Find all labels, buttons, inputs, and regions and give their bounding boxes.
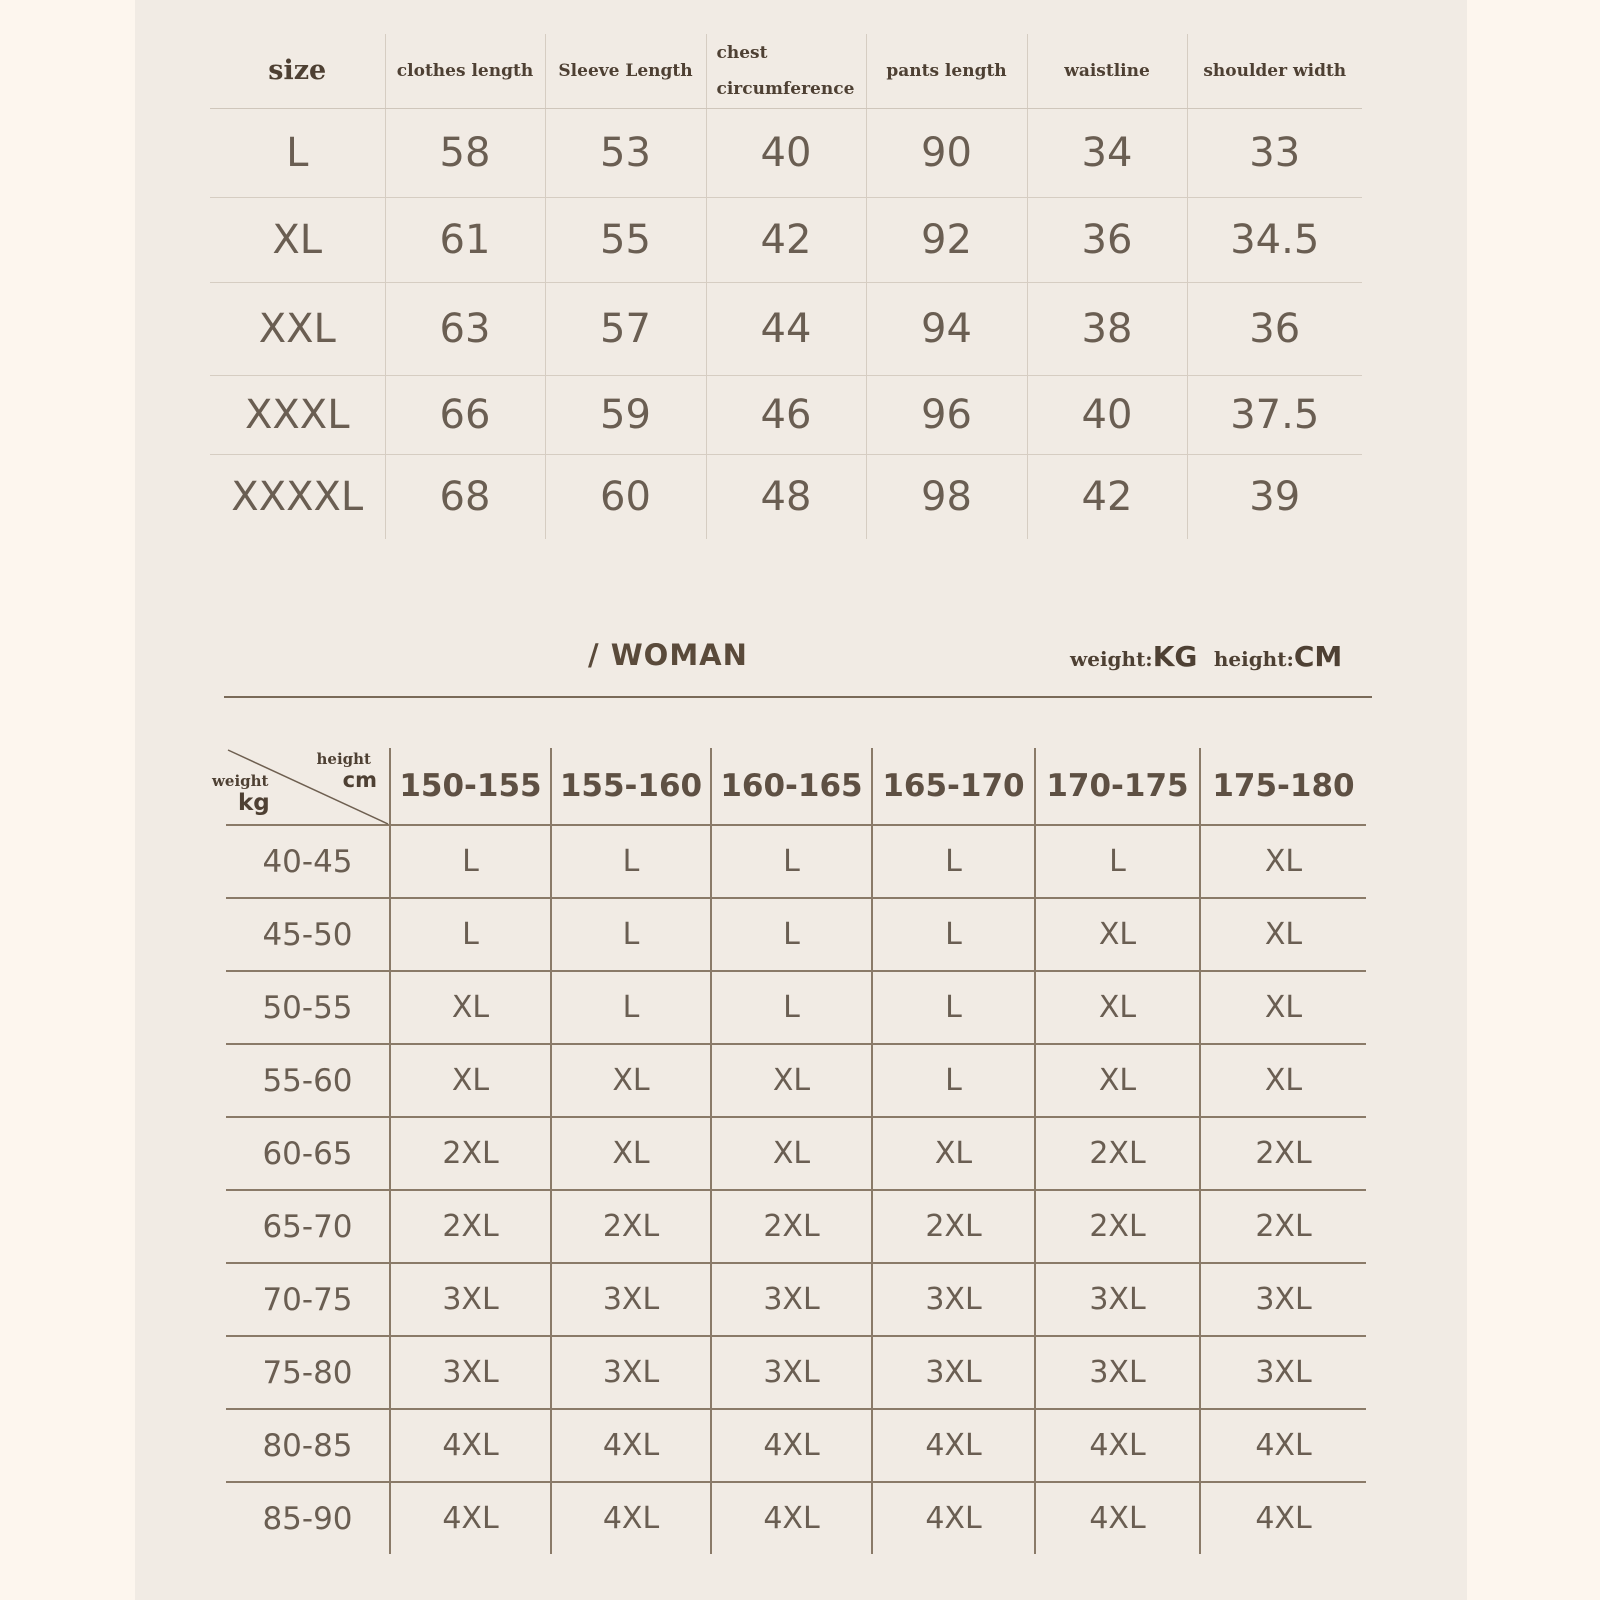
measurement-cell: 57 (545, 283, 706, 376)
measurement-cell: 36 (1187, 283, 1362, 376)
measurement-cell: 66 (385, 376, 545, 455)
measurement-cell: 61 (385, 198, 545, 283)
recommended-size-cell: 4XL (711, 1482, 872, 1554)
measurement-cell: 42 (706, 198, 866, 283)
recommended-size-cell: XL (390, 1044, 551, 1117)
measurement-cell: 96 (866, 376, 1027, 455)
woman-section-title: / WOMAN (588, 638, 748, 672)
weight-row (226, 1263, 1366, 1336)
measurement-cell: 40 (1027, 376, 1187, 455)
weight-range-cell: 75-80 (226, 1336, 390, 1409)
recommended-size-cell: XL (711, 1044, 872, 1117)
height-range-header: 160-165 (711, 748, 872, 825)
recommended-size-cell: 3XL (1200, 1336, 1366, 1409)
recommended-size-cell: 4XL (551, 1482, 711, 1554)
weight-row (226, 1336, 1366, 1409)
recommended-size-cell: L (551, 898, 711, 971)
recommended-size-cell: 4XL (711, 1409, 872, 1482)
measurement-cell: 92 (866, 198, 1027, 283)
measurement-cell: 90 (866, 109, 1027, 198)
measurement-cell: 34.5 (1187, 198, 1362, 283)
recommended-size-cell: 4XL (1200, 1482, 1366, 1554)
recommended-size-cell: L (872, 898, 1035, 971)
recommended-size-cell: 2XL (872, 1190, 1035, 1263)
header-chest-text: chest circumference (716, 43, 855, 99)
height-header-row (226, 748, 1366, 825)
weight-row (226, 825, 1366, 898)
recommended-size-cell: 3XL (1035, 1336, 1200, 1409)
recommended-size-cell: 4XL (390, 1409, 551, 1482)
measurement-row (210, 109, 1362, 198)
recommended-size-cell: 3XL (551, 1263, 711, 1336)
measurement-cell: 60 (545, 455, 706, 540)
corner-height-label: height (316, 750, 371, 768)
recommended-size-cell: 2XL (551, 1190, 711, 1263)
weight-row (226, 971, 1366, 1044)
measurement-cell: 98 (866, 455, 1027, 540)
measurement-row (210, 455, 1362, 540)
woman-size-chart (212, 748, 1366, 1554)
recommended-size-cell: L (872, 825, 1035, 898)
measurement-cell: 55 (545, 198, 706, 283)
recommended-size-cell: L (711, 898, 872, 971)
measurement-cell: 68 (385, 455, 545, 540)
header-chest-circumference (706, 34, 866, 109)
measurement-cell: 48 (706, 455, 866, 540)
weight-row (226, 1190, 1366, 1263)
recommended-size-cell: 4XL (1200, 1409, 1366, 1482)
recommended-size-cell: L (1035, 825, 1200, 898)
measurement-cell: 42 (1027, 455, 1187, 540)
recommended-size-cell: 3XL (390, 1336, 551, 1409)
weight-row (226, 1482, 1366, 1554)
recommended-size-cell: 3XL (711, 1263, 872, 1336)
height-unit-label: height: (1213, 647, 1294, 671)
section-divider (224, 696, 1372, 698)
height-range-header: 165-170 (872, 748, 1035, 825)
recommended-size-cell: L (872, 1044, 1035, 1117)
recommended-size-cell: XL (1035, 971, 1200, 1044)
recommended-size-cell: 4XL (1035, 1482, 1200, 1554)
recommended-size-cell: XL (1200, 825, 1366, 898)
recommended-size-cell: 4XL (872, 1409, 1035, 1482)
recommended-size-cell: 4XL (1035, 1409, 1200, 1482)
measurement-body (210, 109, 1362, 540)
recommended-size-cell: XL (390, 971, 551, 1044)
header-size: size (210, 34, 385, 109)
height-range-header: 150-155 (390, 748, 551, 825)
weight-unit-value: KG (1152, 640, 1198, 673)
header-pants-length: pants length (866, 34, 1027, 109)
recommended-size-cell: 2XL (390, 1190, 551, 1263)
weight-range-cell: 40-45 (226, 825, 390, 898)
recommended-size-cell: 3XL (872, 1336, 1035, 1409)
weight-range-cell: 50-55 (226, 971, 390, 1044)
recommended-size-cell: XL (1200, 971, 1366, 1044)
recommended-size-cell: XL (711, 1117, 872, 1190)
size-label-cell: XXXL (210, 376, 385, 455)
measurement-cell: 38 (1027, 283, 1187, 376)
height-range-header: 170-175 (1035, 748, 1200, 825)
unit-legend (1070, 640, 1342, 673)
recommended-size-cell: XL (551, 1044, 711, 1117)
recommended-size-cell: XL (1200, 1044, 1366, 1117)
size-label-cell: XXL (210, 283, 385, 376)
measurement-cell: 58 (385, 109, 545, 198)
measurement-row (210, 198, 1362, 283)
size-label-cell: L (210, 109, 385, 198)
recommended-size-cell: 2XL (1035, 1190, 1200, 1263)
measurement-cell: 34 (1027, 109, 1187, 198)
weight-range-cell: 45-50 (226, 898, 390, 971)
measurement-cell: 40 (706, 109, 866, 198)
weight-row (226, 1117, 1366, 1190)
weight-range-cell: 60-65 (226, 1117, 390, 1190)
measurement-cell: 53 (545, 109, 706, 198)
weight-range-cell: 70-75 (226, 1263, 390, 1336)
corner-labels (212, 748, 389, 824)
recommended-size-cell: 3XL (872, 1263, 1035, 1336)
recommended-size-cell: XL (1035, 898, 1200, 971)
measurement-cell: 59 (545, 376, 706, 455)
recommended-size-cell: L (390, 898, 551, 971)
recommended-size-cell: L (872, 971, 1035, 1044)
recommended-size-cell: L (551, 825, 711, 898)
weight-range-cell: 55-60 (226, 1044, 390, 1117)
height-range-header: 155-160 (551, 748, 711, 825)
weight-row (226, 1044, 1366, 1117)
weight-unit-label: weight: (1070, 647, 1153, 671)
measurement-table (210, 34, 1362, 539)
recommended-size-cell: 2XL (390, 1117, 551, 1190)
recommended-size-cell: 4XL (872, 1482, 1035, 1554)
weight-range-cell: 85-90 (262, 1500, 353, 1537)
weight-range-cell: 65-70 (226, 1190, 390, 1263)
corner-height-unit: cm (342, 768, 377, 792)
measurement-cell: 94 (866, 283, 1027, 376)
measurement-cell: 36 (1027, 198, 1187, 283)
recommended-size-cell: 3XL (711, 1336, 872, 1409)
recommended-size-cell: L (711, 825, 872, 898)
measurement-cell: 37.5 (1187, 376, 1362, 455)
recommended-size-cell: 2XL (1200, 1190, 1366, 1263)
recommended-size-cell: 2XL (1200, 1117, 1366, 1190)
header-sleeve-length: Sleeve Length (545, 34, 706, 109)
recommended-size-cell: XL (872, 1117, 1035, 1190)
size-label-cell: XL (210, 198, 385, 283)
recommended-size-cell: L (390, 825, 551, 898)
header-clothes-length: clothes length (385, 34, 545, 109)
corner-weight-unit: kg (238, 790, 270, 816)
measurement-cell: 39 (1187, 455, 1362, 540)
recommended-size-cell: 2XL (711, 1190, 872, 1263)
recommended-size-cell: 3XL (390, 1263, 551, 1336)
recommended-size-cell: L (711, 971, 872, 1044)
recommended-size-cell: 3XL (1035, 1263, 1200, 1336)
measurement-header-row (210, 34, 1362, 109)
woman-chart-body (226, 825, 1366, 1554)
recommended-size-cell: 2XL (1035, 1117, 1200, 1190)
recommended-size-cell: 4XL (551, 1409, 711, 1482)
recommended-size-cell: 3XL (551, 1336, 711, 1409)
measurement-cell: 44 (706, 283, 866, 376)
weight-range-cell: 80-85 (226, 1409, 390, 1482)
recommended-size-cell: 4XL (390, 1482, 551, 1554)
measurement-cell: 46 (706, 376, 866, 455)
recommended-size-cell: XL (551, 1117, 711, 1190)
recommended-size-cell: XL (1035, 1044, 1200, 1117)
measurement-cell: 63 (385, 283, 545, 376)
weight-row (226, 898, 1366, 971)
weight-row (226, 1409, 1366, 1482)
corner-cell (212, 748, 390, 825)
measurement-row (210, 376, 1362, 455)
recommended-size-cell: 3XL (1200, 1263, 1366, 1336)
measurement-row (210, 283, 1362, 376)
recommended-size-cell: L (551, 971, 711, 1044)
header-shoulder-width: shoulder width (1187, 34, 1362, 109)
measurement-cell: 33 (1187, 109, 1362, 198)
corner-weight-label: weight (212, 772, 269, 790)
header-waistline: waistline (1027, 34, 1187, 109)
height-range-header: 175-180 (1200, 748, 1366, 825)
height-unit-value: CM (1293, 640, 1343, 673)
size-label-cell: XXXXL (231, 474, 364, 520)
recommended-size-cell: XL (1200, 898, 1366, 971)
